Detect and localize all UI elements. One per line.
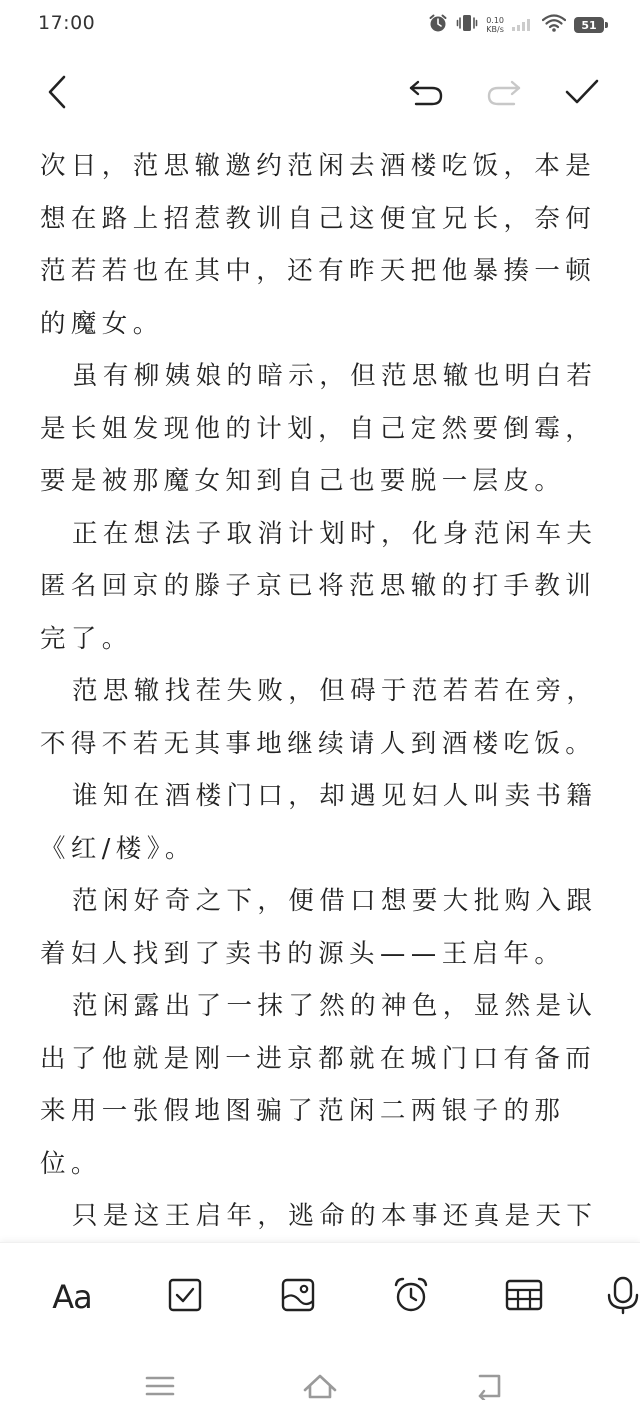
- image-icon: [280, 1277, 316, 1317]
- reminder-button[interactable]: [386, 1273, 436, 1321]
- microphone-icon: [606, 1275, 640, 1319]
- note-paragraph[interactable]: 次日，范思辙邀约范闲去酒楼吃饭，本是想在路上招惹教训自己这便宜兄长，奈何范若若也在其中，还有昨天把他暴揍一顿的魔女。: [40, 151, 597, 339]
- net-speed-unit: KB/s: [486, 25, 504, 34]
- redo-icon: [484, 76, 524, 112]
- voice-input-button[interactable]: [606, 1273, 640, 1321]
- vibrate-status-icon: [456, 13, 478, 37]
- note-paragraph[interactable]: 范思辙找茬失败，但碍于范若若在旁，不得不若无其事地继续请人到酒楼吃饭。: [40, 676, 598, 759]
- text-style-button[interactable]: [47, 1273, 97, 1321]
- cellular-signal-icon: [512, 16, 534, 35]
- back-button[interactable]: [34, 72, 82, 116]
- menu-icon: [145, 1374, 175, 1402]
- note-paragraph[interactable]: 谁知在酒楼门口，却遇见妇人叫卖书籍《红/楼》。: [40, 781, 598, 864]
- system-navigation-bar: [0, 1352, 640, 1427]
- done-button[interactable]: [558, 72, 606, 116]
- checklist-button[interactable]: [160, 1273, 210, 1321]
- home-icon: [302, 1372, 338, 1404]
- back-icon: [472, 1372, 504, 1404]
- undo-button[interactable]: [402, 72, 450, 116]
- text-style-label: Aa: [52, 1278, 92, 1316]
- net-speed-value: 0.10: [486, 16, 504, 25]
- alarm-status-icon: [428, 13, 448, 37]
- note-paragraph[interactable]: 范闲好奇之下，便借口想要大批购入跟着妇人找到了卖书的源头——王启年。: [40, 886, 598, 969]
- undo-icon: [406, 76, 446, 112]
- table-icon: [505, 1278, 543, 1316]
- status-time: 17:00: [38, 12, 96, 34]
- checkmark-icon: [564, 77, 600, 111]
- network-speed: [486, 16, 504, 34]
- alarm-clock-icon: [392, 1276, 430, 1318]
- wifi-icon: [542, 14, 566, 36]
- checkbox-icon: [167, 1277, 203, 1317]
- home-button[interactable]: [295, 1366, 345, 1410]
- note-paragraph[interactable]: 正在想法子取消计划时，化身范闲车夫匿名回京的滕子京已将范思辙的打手教训完了。: [40, 518, 598, 654]
- insert-table-button[interactable]: [499, 1273, 549, 1321]
- editor-toolbar: [0, 62, 640, 126]
- note-paragraph[interactable]: 只是这王启年，逃命的本事还真是天下: [72, 1201, 598, 1231]
- chevron-left-icon: [45, 74, 71, 114]
- status-bar: [0, 0, 640, 48]
- insert-image-button[interactable]: [273, 1273, 323, 1321]
- recent-apps-button[interactable]: [135, 1366, 185, 1410]
- redo-button[interactable]: [480, 72, 528, 116]
- format-toolbar: [0, 1242, 640, 1353]
- note-body[interactable]: [40, 140, 605, 1240]
- note-paragraph[interactable]: 范闲露出了一抹了然的神色，显然是认出了他就是刚一进京都就在城门口有备而来用一张假地图骗了范闲二两银子的那位。: [40, 991, 598, 1179]
- status-icons: [428, 12, 604, 38]
- system-back-button[interactable]: [463, 1366, 513, 1410]
- battery-indicator: 51: [574, 17, 604, 33]
- note-paragraph[interactable]: 虽有柳姨娘的暗示，但范思辙也明白若是长姐发现他的计划，自己定然要倒霉，要是被那魔女知到自己也要脱一层皮。: [40, 361, 598, 496]
